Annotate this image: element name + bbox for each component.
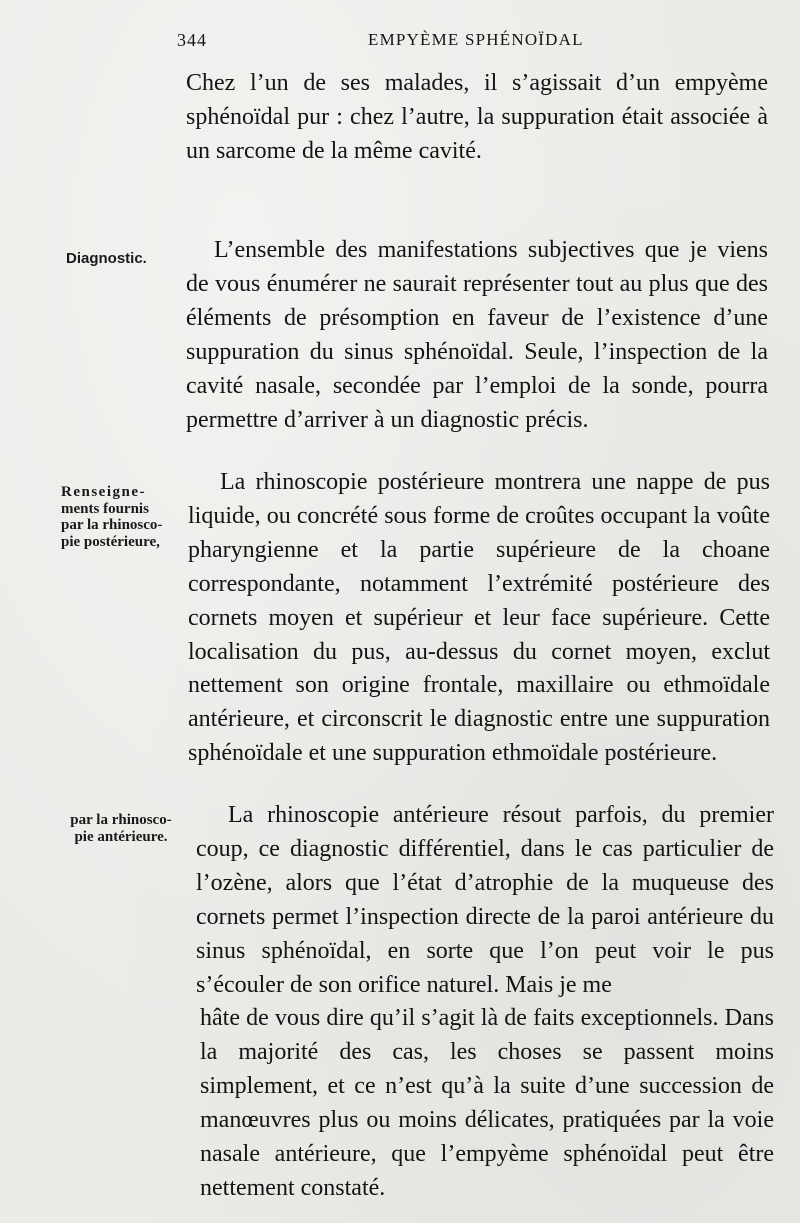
paragraph-3: La rhinoscopie postérieure montrera une nappe de pus liquide, ou concrété sous forme de croûtes occupant la voûte pharyngienne et la partie supérieure de la choane correspondante, notamment l’extrémité postérieure des cornets moyen et supérieur et leur face supérieure. Cette localisation du pus, au-dessus du cornet moyen, exclut nettement son origine frontale, maxillaire ou ethmoïdale antérieure, et circonscrit le diagnostic entre une suppuration sphénoïdale et une suppuration ethmoïdale postérieure.: [188, 469, 770, 767]
margin-note-diagnostic: Diagnostic.: [66, 250, 147, 267]
margin-note-line: pie antérieure.: [74, 829, 168, 845]
running-head: EMPYÈME SPHÉNOÏDAL: [368, 30, 584, 49]
paragraph-1: Chez l’un de ses malades, il s’agissait d’un empyème sphénoïdal pur : chez l’autre, la suppuration était associée à un sarcome de la même cavité.: [186, 70, 768, 164]
margin-note-line: par la rhinosco-: [61, 517, 163, 533]
paragraph-4: La rhinoscopie antérieure résout parfois, du premier coup, ce diagnostic différentiel, dans le cas particulier de l’ozène, alors que l’état d’atrophie de la muqueuse des cornets permet l’inspection directe de la paroi antérieure du sinus sphénoïdal, en sorte que l’on peut voir le pus s’écouler de son orifice naturel. Mais je me: [196, 802, 774, 998]
margin-note-line: ments fournis: [61, 500, 149, 517]
page-number: 344: [177, 30, 207, 50]
margin-note-line: par la rhinosco-: [70, 812, 172, 828]
margin-note-line: pie postérieure,: [61, 533, 160, 550]
margin-note-rhinoscopie-posterieure: [61, 484, 179, 550]
margin-note-line: Renseigne-: [61, 484, 146, 500]
margin-note-rhinoscopie-anterieure: [61, 812, 181, 846]
page-header: [0, 26, 800, 56]
paragraph-2: L’ensemble des manifestations subjectives que je viens de vous énumérer ne saurait représenter tout au plus que des éléments de présomption en faveur de l’existence d’une suppuration du sinus sphénoïdal. Seule, l’inspection de la cavité nasale, secondée par l’emploi de la sonde, pourra permettre d’arriver à un diagnostic précis.: [186, 237, 768, 433]
paragraph-4-continued: hâte de vous dire qu’il s’agit là de faits exceptionnels. Dans la majorité des cas, les choses se passent moins simplement, et ce n’est qu’à la suite d’une succession de manœuvres plus ou moins délicates, pratiquées par la voie nasale antérieure, que l’empyème sphénoïdal peut être nettement constaté.: [200, 1005, 774, 1201]
